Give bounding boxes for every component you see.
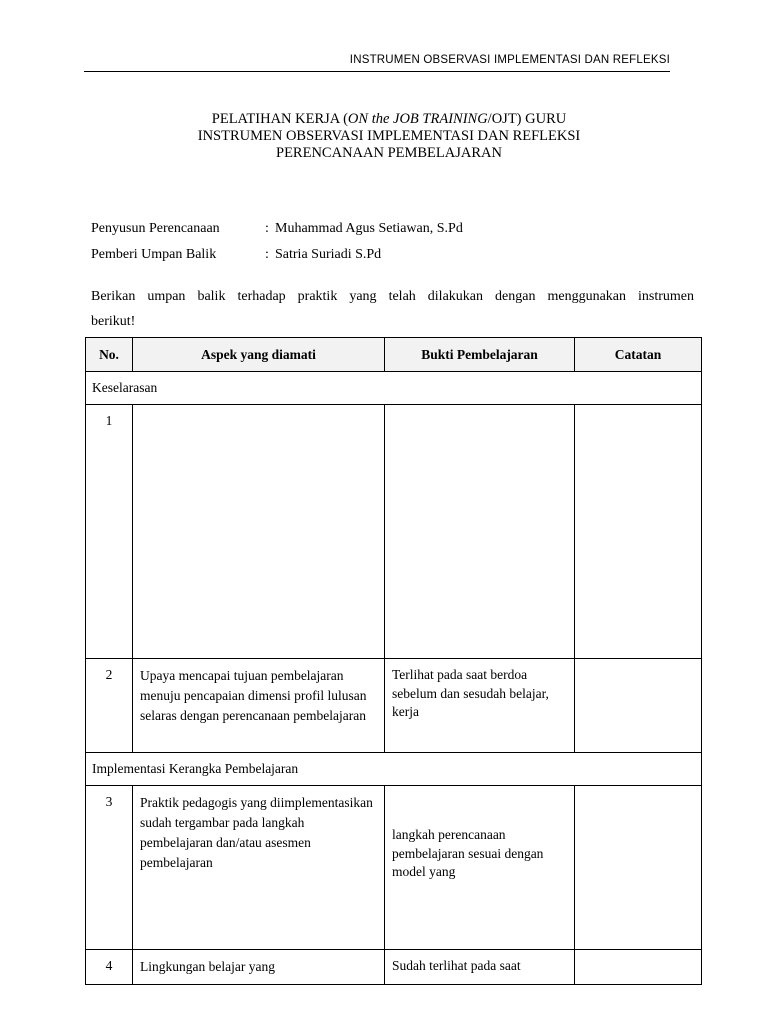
header-bukti: Bukti Pembelajaran — [385, 338, 575, 372]
row-number: 2 — [86, 659, 133, 753]
instructions-line-2: berikut! — [91, 314, 136, 329]
row-number: 4 — [86, 950, 133, 985]
penyusun-label: Penyusun Perencanaan — [91, 221, 220, 236]
table-row — [86, 786, 702, 950]
title-line-1: PELATIHAN KERJA (ON the JOB TRAINING/OJT) GURU — [211, 111, 567, 127]
observation-table — [85, 337, 702, 985]
aspek-cell: Lingkungan belajar yang — [133, 950, 385, 985]
header-catatan: Catatan — [575, 338, 702, 372]
pemberi-value: Satria Suriadi S.Pd — [275, 247, 382, 262]
section-implementasi: Implementasi Kerangka Pembelajaran — [86, 753, 702, 786]
catatan-cell — [575, 659, 702, 753]
header-rule — [84, 71, 670, 72]
aspek-cell: Praktik pedagogis yang diimplementasikan sudah tergambar pada langkah pembelajaran dan/atau asesmen pembelajaran — [133, 786, 385, 950]
separator: : — [265, 221, 269, 236]
aspek-cell: Upaya mencapai tujuan pembelajaran menuju pencapaian dimensi profil lulusan selaras dengan perencanaan pembelajaran — [133, 659, 385, 753]
aspek-cell — [133, 405, 385, 659]
catatan-cell — [575, 786, 702, 950]
row-number: 3 — [86, 786, 133, 950]
meta-pemberi — [91, 247, 381, 263]
title-line-3: PERENCANAAN PEMBELAJARAN — [276, 145, 502, 161]
bukti-cell: Terlihat pada saat berdoa sebelum dan sesudah belajar, kerja — [385, 659, 575, 753]
bukti-cell: Sudah terlihat pada saat — [385, 950, 575, 985]
separator: : — [265, 247, 269, 262]
pemberi-label: Pemberi Umpan Balik — [91, 247, 217, 262]
title-italic: ON the JOB TRAINING — [347, 111, 488, 127]
header-no: No. — [86, 338, 133, 372]
bukti-cell — [385, 405, 575, 659]
document-title — [84, 111, 694, 162]
catatan-cell — [575, 950, 702, 985]
section-keselarasan: Keselarasan — [86, 372, 702, 405]
meta-penyusun — [91, 221, 463, 237]
row-number: 1 — [86, 405, 133, 659]
instructions-line-1: Berikan umpan balik terhadap praktik yang telah dilakukan dengan menggunakan instrumen — [91, 289, 694, 304]
bukti-cell: langkah perencanaan pembelajaran sesuai dengan model yang — [385, 786, 575, 950]
section-row — [86, 372, 702, 405]
table-row — [86, 659, 702, 753]
section-row — [86, 753, 702, 786]
penyusun-value: Muhammad Agus Setiawan, S.Pd — [275, 221, 463, 236]
table-header-row — [86, 338, 702, 372]
header-aspek: Aspek yang diamati — [133, 338, 385, 372]
running-header: INSTRUMEN OBSERVASI IMPLEMENTASI DAN REFLEKSI — [349, 54, 670, 66]
table-row — [86, 950, 702, 985]
table-row — [86, 405, 702, 659]
catatan-cell — [575, 405, 702, 659]
instructions — [91, 284, 694, 334]
title-line-2: INSTRUMEN OBSERVASI IMPLEMENTASI DAN REFLEKSI — [197, 128, 581, 144]
